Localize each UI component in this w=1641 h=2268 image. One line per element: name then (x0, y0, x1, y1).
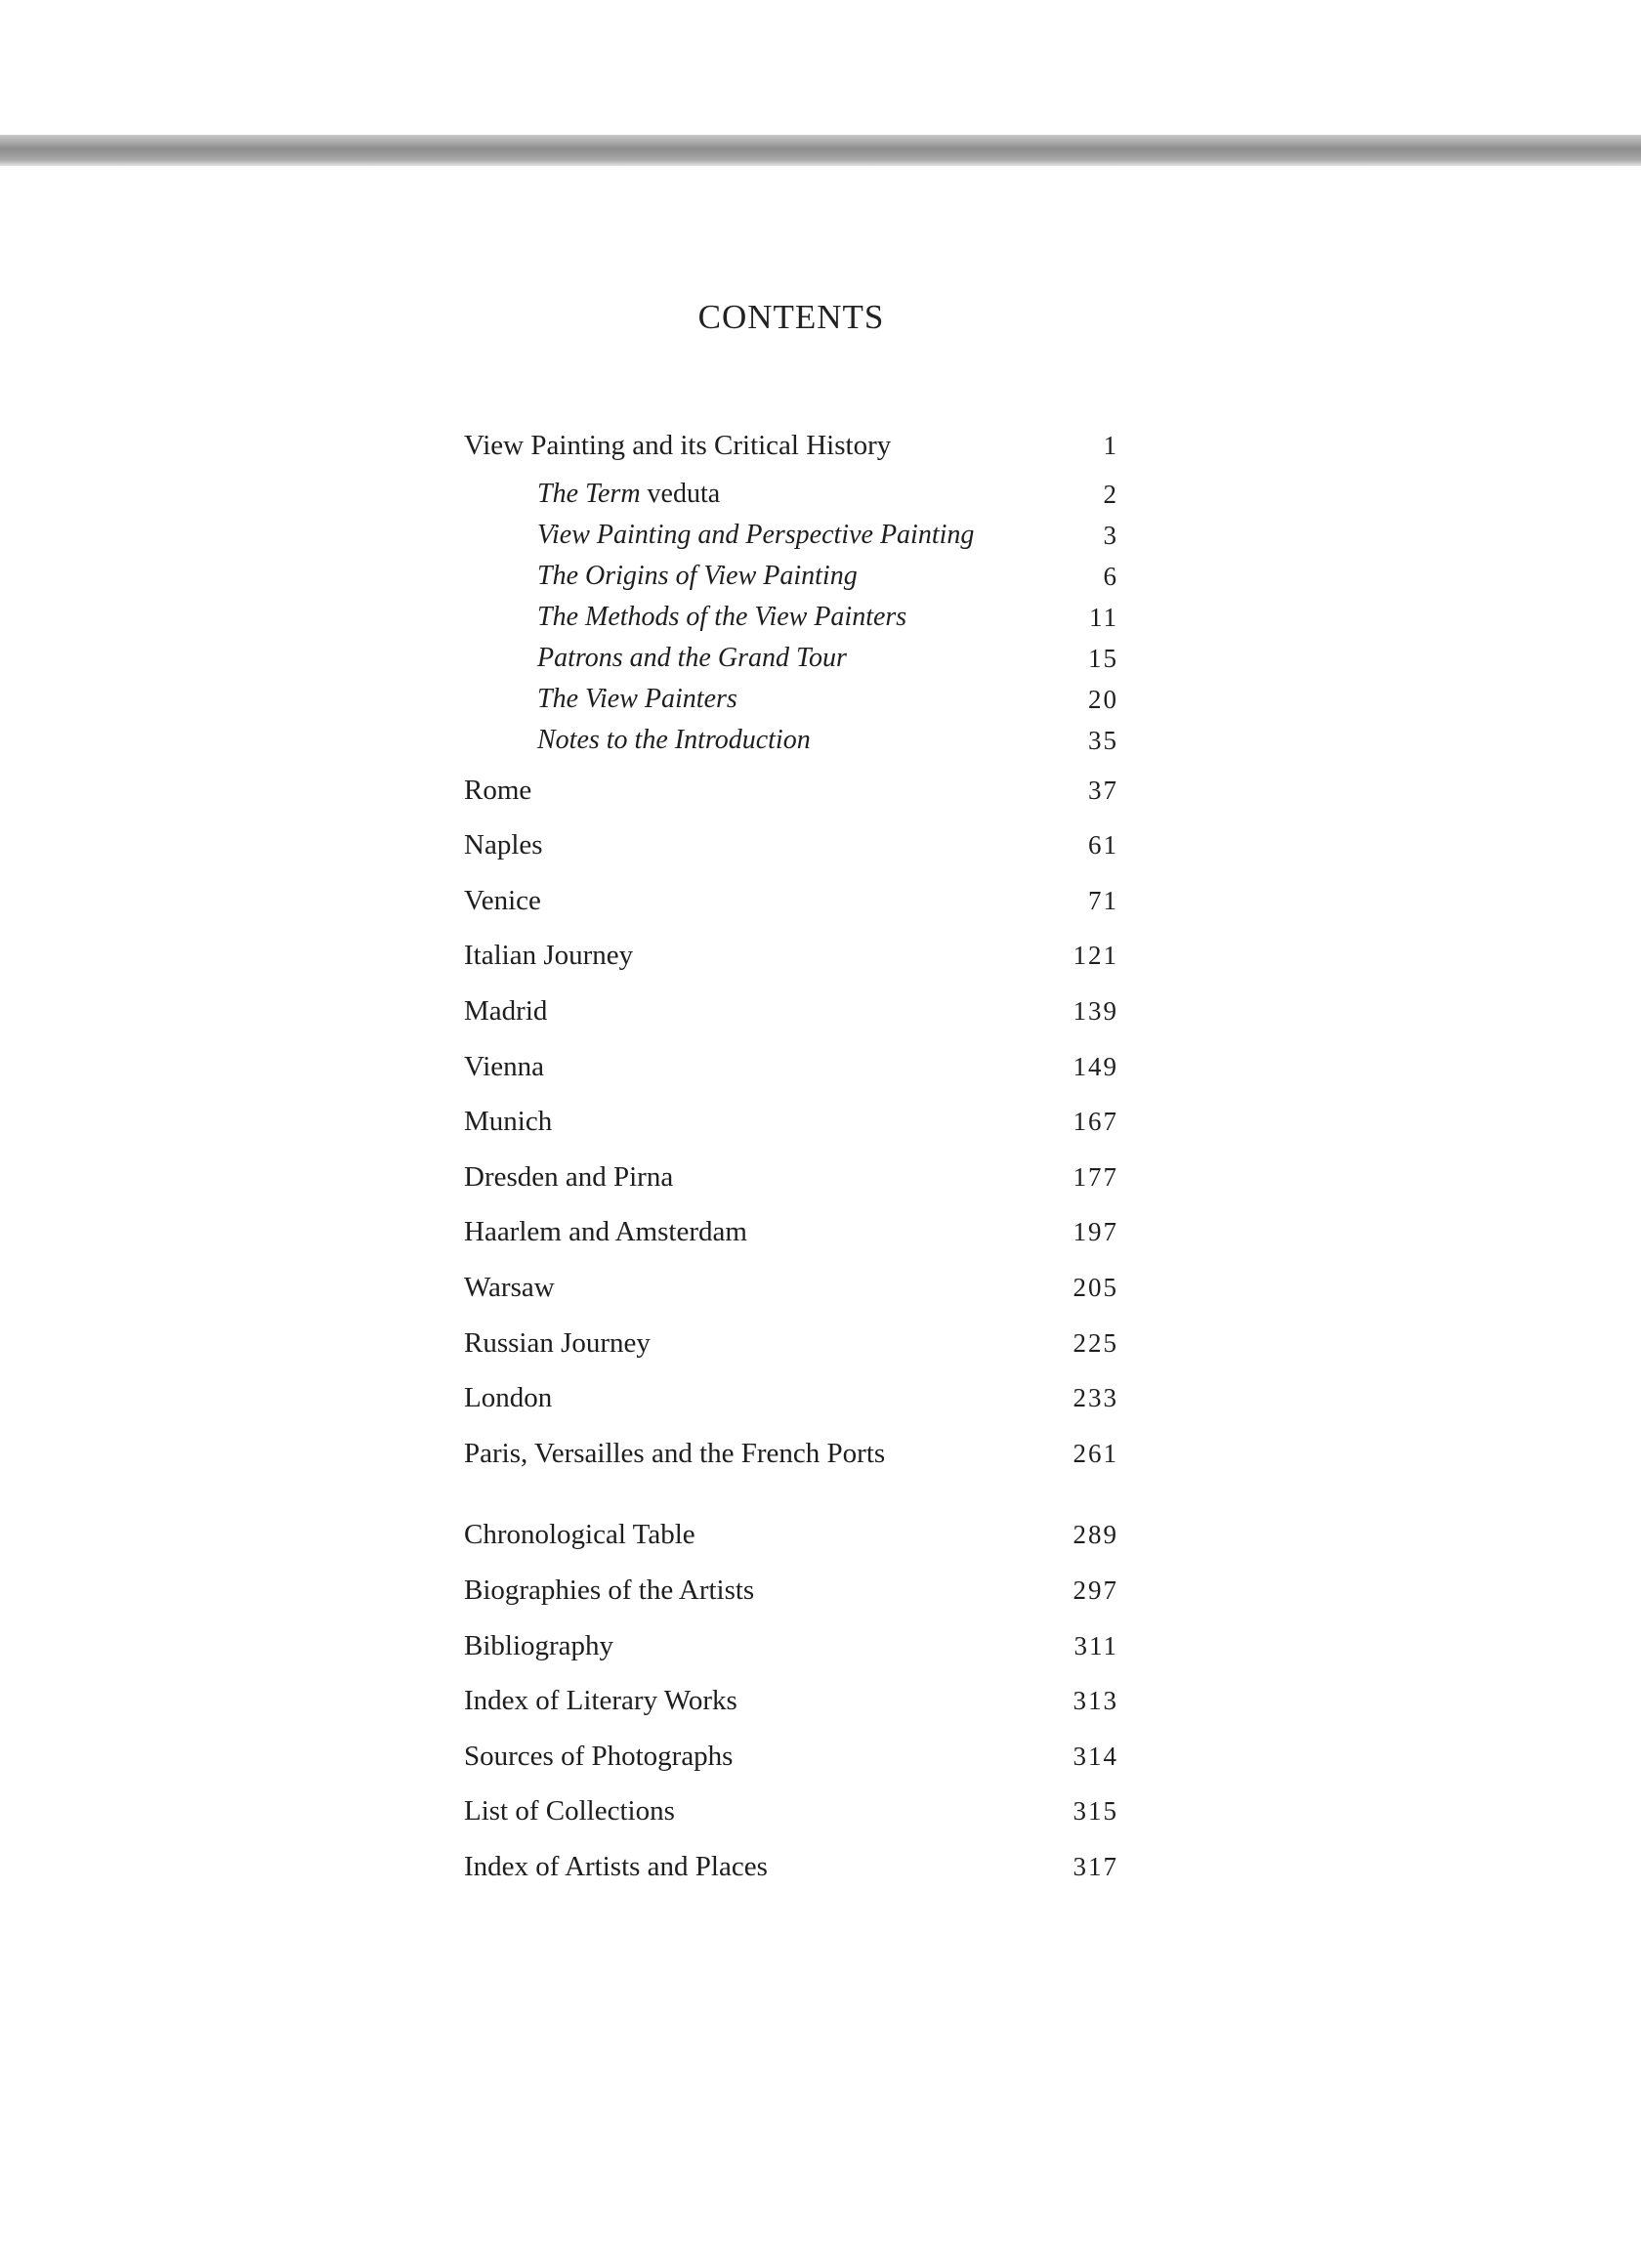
toc-entry-appendix[interactable] (464, 1515, 1118, 1554)
toc-entry[interactable] (464, 1047, 1118, 1086)
toc-entry-page: 37 (1088, 776, 1118, 805)
toc-entry-label: Rome (464, 775, 532, 806)
toc-subentry-label: The View Painters (537, 684, 737, 714)
toc-entry-appendix[interactable] (464, 1571, 1118, 1610)
toc-entry-page: 205 (1073, 1273, 1118, 1302)
toc-entry-page: 139 (1073, 996, 1118, 1026)
toc-entry-appendix[interactable] (464, 1791, 1118, 1830)
toc-entry-label: Italian Journey (464, 940, 634, 971)
toc-entry[interactable] (464, 1323, 1118, 1363)
toc-entry[interactable] (464, 1434, 1118, 1473)
toc-entry-page: 313 (1073, 1686, 1118, 1715)
toc-entry-page: 167 (1073, 1107, 1118, 1136)
toc-entry-intro[interactable] (464, 426, 1118, 465)
toc-entry-appendix[interactable] (464, 1737, 1118, 1776)
toc-entry-label: London (464, 1382, 553, 1413)
toc-entry-label: Index of Artists and Places (464, 1851, 768, 1882)
toc-entry-label: Dresden and Pirna (464, 1161, 674, 1193)
toc-entry-label: Madrid (464, 995, 548, 1027)
toc-entry[interactable] (464, 1268, 1118, 1307)
toc-entry-label: Warsaw (464, 1272, 555, 1303)
toc-subentry-page: 2 (1103, 480, 1118, 509)
toc-subentry-label: Notes to the Introduction (537, 725, 811, 755)
toc-entry-label: Naples (464, 829, 543, 861)
toc-entry-page: 121 (1073, 941, 1118, 970)
toc-entry-page: 61 (1088, 830, 1118, 860)
toc-subentry[interactable] (537, 516, 1118, 555)
toc-entry-page: 261 (1073, 1439, 1118, 1468)
toc-entry-label: Haarlem and Amsterdam (464, 1216, 747, 1247)
toc-subentry[interactable] (537, 639, 1118, 678)
toc-entry-page: 315 (1073, 1796, 1118, 1826)
toc-entry-label: Chronological Table (464, 1519, 695, 1550)
toc-entry-page: 177 (1073, 1162, 1118, 1192)
toc-subentry[interactable] (537, 475, 1118, 514)
toc-entry[interactable] (464, 1157, 1118, 1197)
toc-entry-label: Vienna (464, 1051, 545, 1082)
toc-entry-label: Venice (464, 885, 541, 916)
toc-entry-page: 197 (1073, 1217, 1118, 1246)
toc-subentry-page: 3 (1103, 521, 1118, 550)
toc-entry-label: Biographies of the Artists (464, 1575, 755, 1606)
toc-subentry-page: 20 (1088, 685, 1118, 714)
page-title: CONTENTS (697, 298, 885, 336)
toc-subentry-label: View Painting and Perspective Painting (537, 520, 975, 550)
toc-entry-label: Index of Literary Works (464, 1685, 737, 1716)
toc-entry-page: 311 (1073, 1631, 1118, 1660)
toc-entry-appendix[interactable] (464, 1681, 1118, 1720)
toc-entry[interactable] (464, 771, 1118, 810)
toc-subentry-label: The Methods of the View Painters (537, 602, 907, 632)
toc-entry-label: Paris, Versailles and the French Ports (464, 1438, 886, 1469)
toc-subentry[interactable] (537, 721, 1118, 760)
toc-subentry-page: 15 (1088, 644, 1118, 673)
toc-entry[interactable] (464, 1102, 1118, 1141)
toc-entry[interactable] (464, 936, 1118, 975)
toc-subentry[interactable] (537, 598, 1118, 637)
toc-entry-page: 314 (1073, 1742, 1118, 1771)
toc-entry-page: 225 (1073, 1328, 1118, 1358)
toc-entry-label: Sources of Photographs (464, 1741, 734, 1772)
toc-entry-label: Munich (464, 1106, 553, 1137)
toc-entry[interactable] (464, 881, 1118, 920)
toc-subentry-label: The Origins of View Painting (537, 561, 858, 591)
toc-entry[interactable] (464, 825, 1118, 864)
toc-subentry[interactable] (537, 557, 1118, 596)
toc-subentry-page: 11 (1089, 603, 1118, 632)
toc-entry-page: 1 (1103, 431, 1118, 460)
toc-entry-label: List of Collections (464, 1795, 675, 1827)
toc-entry-label: Bibliography (464, 1630, 614, 1661)
toc-entry-appendix[interactable] (464, 1847, 1118, 1886)
toc-entry-label: Russian Journey (464, 1327, 651, 1359)
toc-entry-page: 289 (1073, 1520, 1118, 1549)
toc-entry-appendix[interactable] (464, 1626, 1118, 1665)
toc-entry-page: 149 (1073, 1052, 1118, 1081)
toc-subentry-label: Patrons and the Grand Tour (537, 643, 847, 673)
toc-subentry-page: 6 (1103, 562, 1118, 591)
toc-subentry-label: The Term veduta (537, 479, 721, 509)
toc-entry-label: View Painting and its Critical History (464, 430, 892, 461)
toc-subentry[interactable] (537, 680, 1118, 719)
toc-entry-page: 297 (1073, 1575, 1118, 1605)
toc-entry[interactable] (464, 1378, 1118, 1417)
toc-entry[interactable] (464, 1212, 1118, 1251)
toc-entry-page: 317 (1073, 1852, 1118, 1881)
toc-entry-page: 233 (1073, 1383, 1118, 1412)
toc-entry[interactable] (464, 991, 1118, 1030)
toc-entry-page: 71 (1088, 886, 1118, 915)
toc-subentry-page: 35 (1088, 726, 1118, 755)
